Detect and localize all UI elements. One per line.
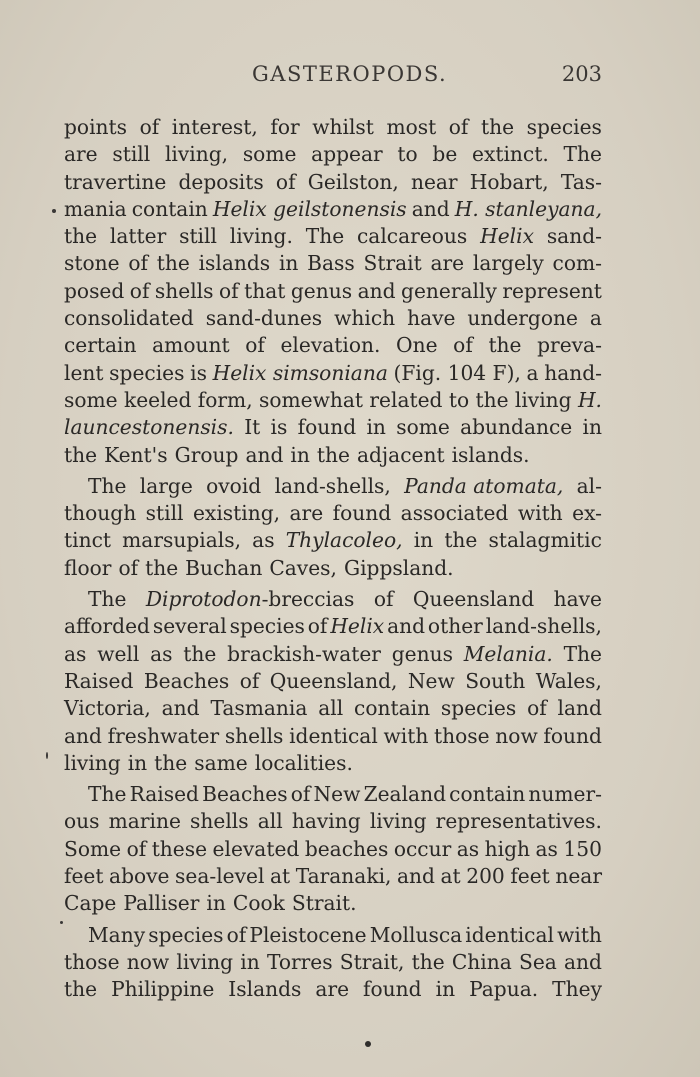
text-line [64, 976, 602, 1003]
word: Helix geilstonensis [212, 196, 407, 221]
word: Tas- [560, 169, 602, 194]
word: some [64, 387, 118, 412]
paragraph [64, 473, 602, 582]
word: still [179, 224, 217, 249]
word: sand-dunes [205, 306, 323, 331]
word: Strait, [339, 949, 405, 974]
word: with [557, 922, 602, 947]
word: land-shells, [485, 614, 602, 639]
word: preva- [537, 333, 602, 358]
word: Torres [266, 949, 333, 974]
word: the [64, 442, 98, 467]
word: The [88, 473, 127, 498]
word: Queensland [412, 587, 535, 612]
word: Tasmania [210, 696, 308, 721]
word: Palliser [123, 891, 200, 916]
word: some [242, 142, 297, 167]
word: as [150, 641, 173, 666]
paragraph [64, 586, 602, 777]
word: the [444, 528, 478, 553]
word: H. stanleyana, [454, 196, 602, 221]
text-line [64, 223, 602, 250]
word: other [427, 614, 483, 639]
word: land [557, 696, 602, 721]
word: all [318, 696, 344, 721]
word: ovoid [206, 473, 262, 498]
word: of [129, 278, 150, 303]
word: freshwater [107, 723, 220, 748]
word: feet [64, 864, 104, 889]
word: in [278, 251, 299, 276]
word: lent [64, 360, 104, 385]
text-line [64, 695, 602, 722]
word: a [526, 360, 539, 385]
word: Wales, [535, 668, 602, 693]
word: and [397, 864, 435, 889]
word: have [407, 306, 456, 331]
word: and [64, 723, 102, 748]
word: Beaches [143, 668, 230, 693]
word: elevated [212, 836, 300, 861]
word: contain [354, 696, 431, 721]
word: stone [64, 251, 120, 276]
word: shells [154, 278, 214, 303]
word: living [369, 809, 427, 834]
word: and [411, 196, 450, 221]
word: Zealand [363, 782, 446, 807]
word: Helix [330, 614, 385, 639]
word: floor [64, 555, 112, 580]
word: Group [174, 442, 239, 467]
word: Pleistocene [249, 922, 367, 947]
word: are [289, 501, 324, 526]
word: with [383, 723, 429, 748]
word: living, [164, 142, 229, 167]
word: to [448, 387, 470, 412]
word: stalagmitic [488, 528, 602, 553]
word: are [430, 251, 465, 276]
word: in [240, 949, 260, 974]
word: 200 [466, 864, 505, 889]
word: those [64, 949, 120, 974]
word: the [145, 555, 179, 580]
word: in [206, 891, 226, 916]
word: calcareous [357, 224, 468, 249]
word: certain [64, 333, 137, 358]
word: most [386, 115, 437, 139]
word: found [297, 415, 357, 440]
text-line [64, 613, 602, 640]
word: and [357, 278, 396, 303]
word: islands [198, 251, 271, 276]
footer-mark [365, 1041, 371, 1047]
word: found [332, 501, 392, 526]
word: living [176, 949, 234, 974]
word: ous [64, 809, 100, 834]
word: of [373, 587, 394, 612]
word: It [244, 415, 261, 440]
word: several [152, 614, 227, 639]
paragraph [64, 114, 602, 469]
word: islands. [451, 442, 530, 467]
word: some [396, 415, 450, 440]
print-speck [52, 209, 56, 213]
text-line [64, 196, 602, 223]
text-line [64, 387, 602, 414]
word: sand- [546, 224, 602, 249]
word: The [563, 142, 602, 167]
word: same [194, 750, 248, 775]
word: al- [576, 473, 602, 498]
text-line [64, 641, 602, 668]
word: representatives. [435, 809, 602, 834]
word: numer- [528, 782, 602, 807]
word: now [495, 723, 538, 748]
word: the [156, 251, 190, 276]
word: Papua. [469, 977, 539, 1002]
print-speck [46, 752, 48, 759]
word: a [589, 306, 602, 331]
word: consolidated [64, 306, 194, 331]
word: now [126, 949, 170, 974]
word: with [517, 501, 563, 526]
word: genus [290, 278, 353, 303]
word: afforded [64, 614, 150, 639]
word: as [535, 836, 558, 861]
word: marsupials, [122, 528, 241, 553]
word: still [145, 501, 184, 526]
word: to [397, 142, 418, 167]
word: Mollusca [369, 922, 463, 947]
word: and [387, 614, 426, 639]
word: of [126, 836, 147, 861]
word: undergone [467, 306, 578, 331]
word: in [413, 528, 434, 553]
word: species [440, 696, 517, 721]
word: have [553, 587, 602, 612]
word: Strait [363, 251, 422, 276]
word: Bass [307, 251, 355, 276]
word: contain [449, 782, 526, 807]
word: The [88, 587, 127, 612]
text-line [64, 723, 602, 750]
word: in [582, 415, 602, 440]
text-line [64, 781, 602, 808]
word: Cook [232, 891, 285, 916]
word: associated [400, 501, 509, 526]
word: is [190, 360, 207, 385]
word: (Fig. 104 F), [393, 360, 521, 385]
text-line [64, 114, 602, 141]
word: Caves, [269, 555, 337, 580]
word: the [64, 977, 98, 1002]
text-line [64, 473, 602, 500]
word: points [64, 115, 128, 139]
word: Queensland, [269, 668, 398, 693]
word: living [64, 750, 121, 775]
text-line [64, 442, 602, 469]
word: Raised [64, 668, 134, 693]
word: identical [289, 723, 378, 748]
word: China [451, 949, 512, 974]
text-line [64, 250, 602, 277]
word: near [555, 864, 602, 889]
word: are [64, 142, 98, 167]
word: be [432, 142, 458, 167]
word: and [245, 442, 284, 467]
word: Helix simsoniana [212, 360, 388, 385]
running-head: GASTEROPODS. [252, 62, 448, 86]
word: of [448, 115, 469, 139]
text-line [64, 863, 602, 890]
word: in [435, 977, 456, 1002]
word: appear [311, 142, 383, 167]
word: found [363, 977, 422, 1002]
word: occur [393, 836, 452, 861]
text-line [64, 527, 602, 554]
word: the [316, 442, 350, 467]
word: somewhat [258, 387, 364, 412]
text-line [64, 332, 602, 359]
text-line [64, 922, 602, 949]
word: living. [229, 224, 293, 249]
word: all [257, 809, 283, 834]
word: of [118, 555, 139, 580]
word: the [488, 333, 522, 358]
word: tinct [64, 528, 111, 553]
word: of [275, 169, 296, 194]
word: Melania. [463, 641, 553, 666]
word: in [290, 442, 310, 467]
text-line [64, 836, 602, 863]
text-line [64, 305, 602, 332]
word: land-shells, [274, 473, 391, 498]
word: The [305, 224, 345, 249]
word: elevation. [280, 333, 381, 358]
word: Thylacoleo, [285, 528, 403, 553]
word: Gippsland. [343, 555, 454, 580]
word: of [239, 668, 260, 693]
word: launcestonensis. [64, 415, 234, 440]
word: as [252, 528, 275, 553]
word: as [64, 641, 87, 666]
word: species [148, 922, 224, 947]
word: of [139, 115, 160, 139]
word: these [151, 836, 208, 861]
text-line [64, 555, 602, 582]
word: largely [472, 251, 544, 276]
word: genus [391, 641, 453, 666]
word: Helix [480, 224, 534, 249]
word: the [480, 115, 515, 139]
word: New [407, 668, 455, 693]
word: Sea [519, 949, 557, 974]
text-line [64, 808, 602, 835]
word: One [396, 333, 438, 358]
word: Some [64, 836, 122, 861]
word: They [552, 977, 602, 1002]
word: of [128, 251, 148, 276]
text-line [64, 414, 602, 441]
word: which [334, 306, 396, 331]
word: related [369, 387, 443, 412]
text-line [64, 141, 602, 168]
word: those [434, 723, 490, 748]
page-number: 203 [561, 62, 602, 86]
word: adjacent [356, 442, 445, 467]
word: deposits [178, 169, 264, 194]
word: having [291, 809, 361, 834]
word: at [269, 864, 291, 889]
word: represent [502, 278, 602, 303]
text-line [64, 169, 602, 196]
word: Diprotodon-breccias [145, 587, 355, 612]
word: Philippine [111, 977, 215, 1002]
word: The [563, 641, 602, 666]
word: the [183, 641, 217, 666]
word: in [366, 415, 386, 440]
page-header [62, 62, 602, 92]
word: are [315, 977, 350, 1002]
word: of [527, 696, 547, 721]
word: form, [197, 387, 253, 412]
word: at [440, 864, 461, 889]
word: amount [152, 333, 230, 358]
text-line [64, 500, 602, 527]
word: beaches [304, 836, 389, 861]
word: Hobart, [469, 169, 549, 194]
word: species [229, 614, 305, 639]
word: generally [401, 278, 497, 303]
word: well [97, 641, 140, 666]
word: Taranaki, [295, 864, 392, 889]
word: Kent's [104, 442, 168, 467]
word: interest, [171, 115, 258, 139]
body-text [64, 114, 602, 1004]
word: as [456, 836, 480, 861]
word: above [109, 864, 170, 889]
word: posed [64, 278, 125, 303]
word: Victoria, [64, 696, 151, 721]
word: sea-level [175, 864, 265, 889]
word: and [161, 696, 200, 721]
word: travertine [64, 169, 167, 194]
word: localities. [254, 750, 353, 775]
word: abundance [460, 415, 573, 440]
word: is [270, 415, 288, 440]
word: in [127, 750, 148, 775]
word: of [226, 922, 247, 947]
word: though [64, 501, 137, 526]
word: Panda atomata, [404, 473, 564, 498]
word: for [270, 115, 300, 139]
word: large [139, 473, 193, 498]
word: Raised [129, 782, 199, 807]
word: The [88, 782, 127, 807]
word: existing, [192, 501, 281, 526]
word: of [453, 333, 473, 358]
word: Beaches [202, 782, 288, 807]
word: brackish-water [227, 641, 381, 666]
word: feet [510, 864, 550, 889]
word: com- [552, 251, 602, 276]
word: still [112, 142, 151, 167]
word: keeled [123, 387, 192, 412]
word: and [564, 949, 602, 974]
word: Buchan [185, 555, 263, 580]
word: South [465, 668, 526, 693]
word: species [109, 360, 185, 385]
word: contain [131, 196, 208, 221]
word: the [154, 750, 188, 775]
word: hand- [544, 360, 602, 385]
word: of [245, 333, 265, 358]
text-line [64, 668, 602, 695]
paragraph [64, 781, 602, 917]
text-line [64, 278, 602, 305]
text-line [64, 750, 602, 777]
word: living [514, 387, 572, 412]
word: near [410, 169, 458, 194]
word: high [484, 836, 531, 861]
word: of [307, 614, 328, 639]
word: shells [190, 809, 249, 834]
word: whilst [312, 115, 374, 139]
word: 150 [563, 836, 602, 861]
text-line [64, 586, 602, 613]
word: marine [108, 809, 181, 834]
word: New [313, 782, 361, 807]
word: Geilston, [307, 169, 399, 194]
word: identical [465, 922, 554, 947]
word: shells [224, 723, 284, 748]
text-line [64, 890, 602, 917]
word: H. [577, 387, 602, 412]
word: mania [64, 196, 127, 221]
word: extinct. [472, 142, 549, 167]
word: Many [88, 922, 146, 947]
paragraph [64, 922, 602, 1004]
word: species [526, 115, 602, 139]
word: Islands [228, 977, 302, 1002]
text-line [64, 360, 602, 387]
word: latter [109, 224, 167, 249]
word: Cape [64, 891, 117, 916]
print-speck [60, 921, 63, 924]
word: Strait. [291, 891, 357, 916]
word: the [475, 387, 509, 412]
word: of [219, 278, 239, 303]
word: the [411, 949, 445, 974]
word: the [64, 224, 98, 249]
word: of [290, 782, 311, 807]
word: found [543, 723, 602, 748]
word: that [244, 278, 286, 303]
word: ex- [572, 501, 602, 526]
text-line [64, 949, 602, 976]
